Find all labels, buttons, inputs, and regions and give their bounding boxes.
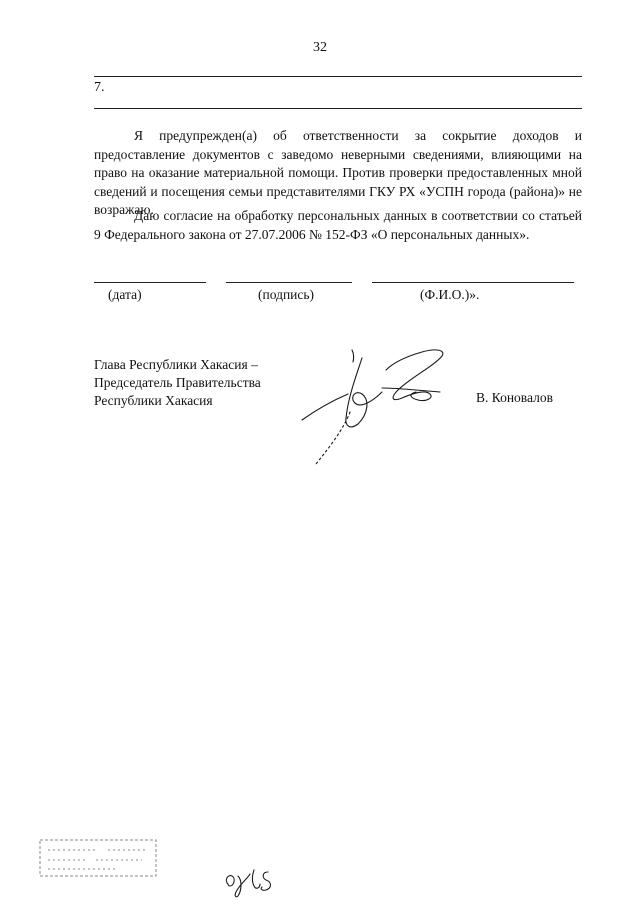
full-name-line xyxy=(372,282,574,283)
signature-caption: (подпись) xyxy=(258,287,315,302)
handwritten-signature xyxy=(290,340,470,470)
consent-text: Даю согласие на обработку персональных данных в соответствии со статьей 9 Федерального закона от 27.07.2006 № 152-ФЗ «О персональных данных». xyxy=(94,208,582,242)
consent-paragraph xyxy=(94,207,582,244)
signatory-title-line-1: Глава Республики Хакасия – xyxy=(94,357,258,372)
item-rule xyxy=(94,108,582,109)
handwritten-stroke xyxy=(261,872,270,890)
responsibility-text: Я предупрежден(а) об ответственности за сокрытие доходов и предоставление документов с заведомо неверными сведениями, влияющими на право на оказание материальной помощи. Против проверки предоставленных мной сведений и посещения семьи представителями ГКУ РХ «УСПН города (района)» не возражаю. xyxy=(94,128,582,217)
signature-stroke xyxy=(302,394,348,420)
handwritten-stroke xyxy=(253,870,261,888)
date-caption: (дата) xyxy=(108,287,142,302)
signature-line xyxy=(226,282,352,283)
full-name-caption: (Ф.И.О.)». xyxy=(420,287,480,302)
signature-stroke xyxy=(346,358,382,427)
handwritten-mark xyxy=(220,862,280,902)
top-rule xyxy=(94,76,582,77)
handwritten-stroke xyxy=(235,874,250,897)
signature-stroke xyxy=(352,350,354,362)
stamp-border xyxy=(40,840,156,876)
signature-stroke xyxy=(386,350,443,401)
stamp-mark xyxy=(48,850,146,869)
faded-stamp xyxy=(38,838,158,878)
item-number: 7. xyxy=(94,80,105,95)
handwritten-stroke xyxy=(226,876,234,886)
signature-stroke xyxy=(382,388,440,392)
signatory-block xyxy=(94,356,261,410)
signatory-name: В. Коновалов xyxy=(476,390,553,405)
signature-stroke xyxy=(316,412,350,464)
signatory-title-line-2: Председатель Правительства xyxy=(94,375,261,390)
signatory-title-line-3: Республики Хакасия xyxy=(94,393,213,408)
date-line xyxy=(94,282,206,283)
responsibility-paragraph xyxy=(94,127,582,220)
page-number: 32 xyxy=(313,40,327,55)
